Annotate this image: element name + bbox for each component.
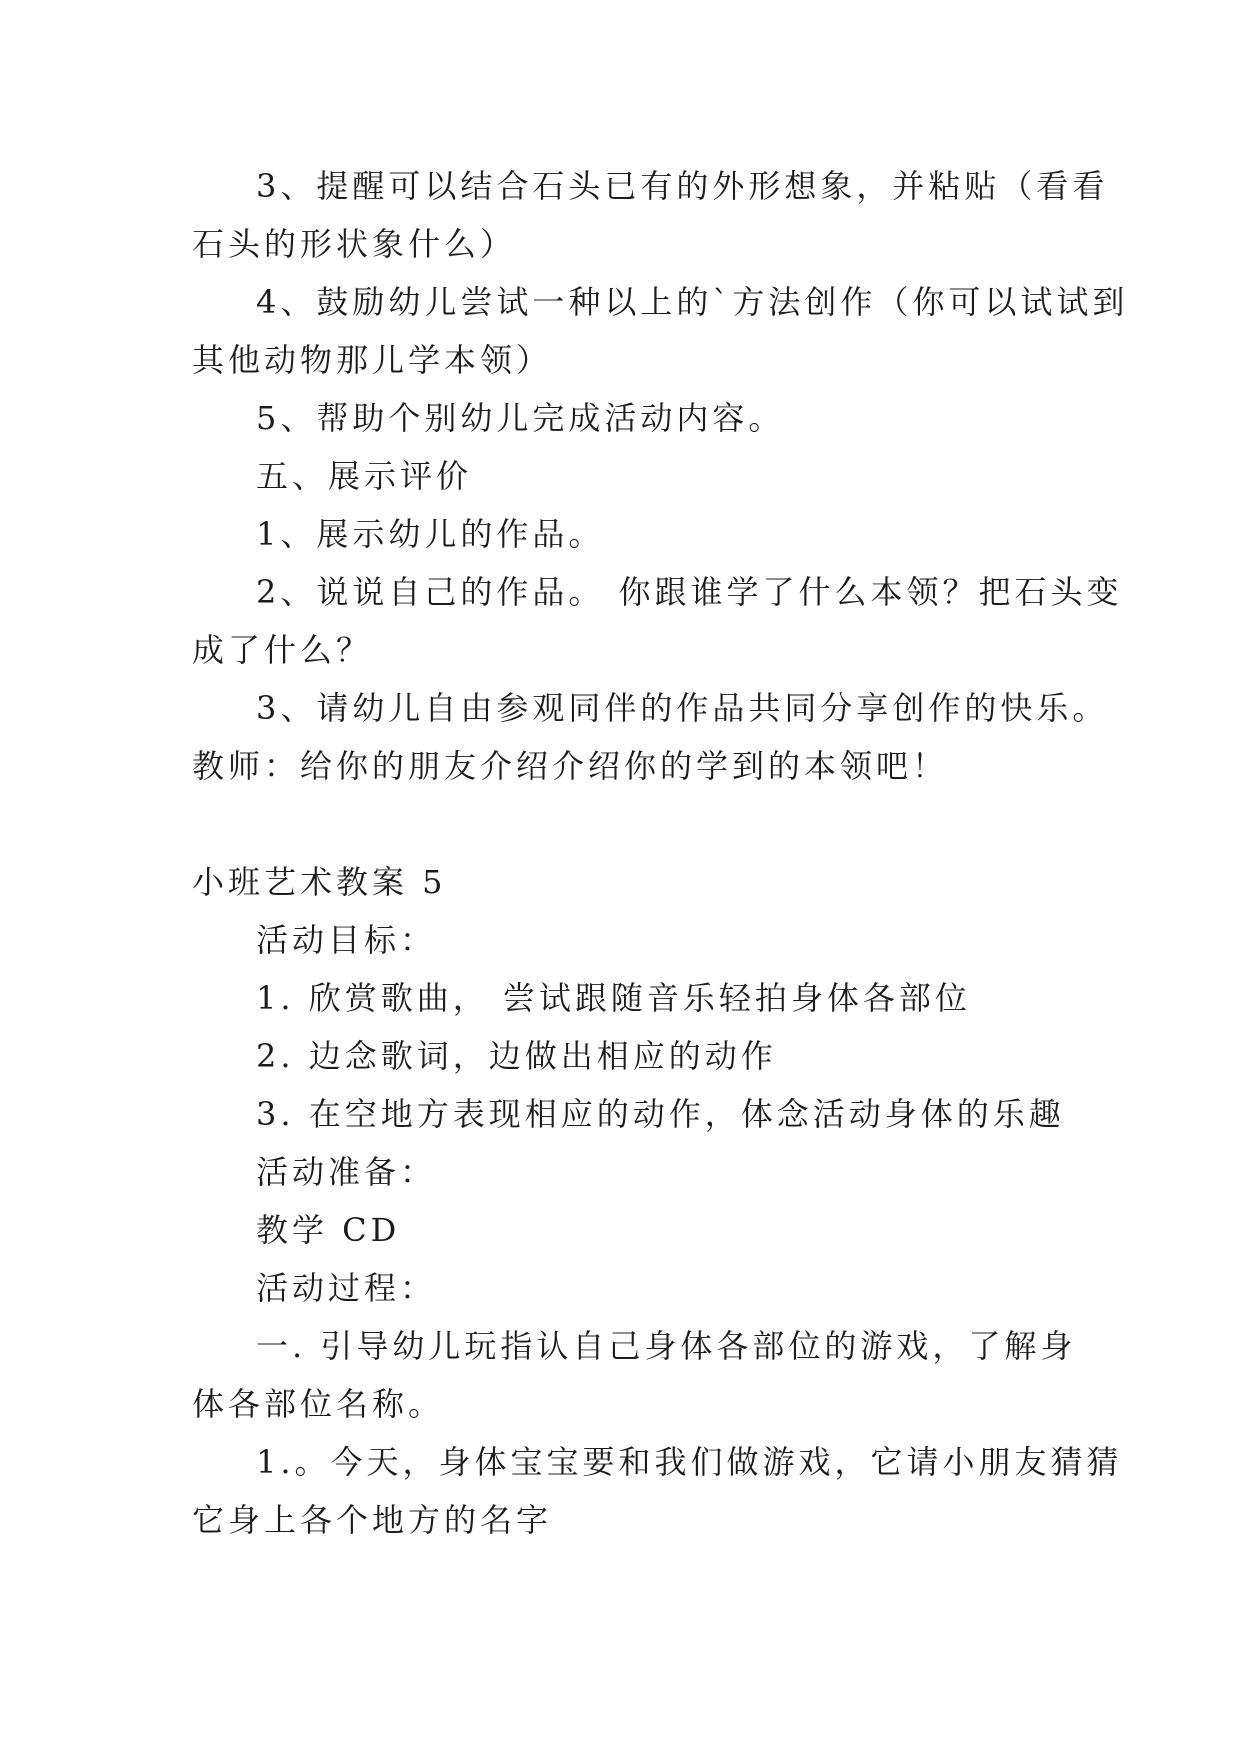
lesson-title: 小班艺术教案 5 <box>192 863 447 901</box>
step1-line1: 一. 引导幼儿玩指认自己身体各部位的游戏，了解身 <box>256 1327 1077 1365</box>
step1-line2: 体各部位名称。 <box>192 1385 445 1423</box>
item3-line2: 石头的形状象什么） <box>192 225 517 263</box>
item3-line1: 3、提醒可以结合石头已有的外形想象，并粘贴（看看 <box>256 167 1109 205</box>
step1-1-line2: 它身上各个地方的名字 <box>192 1501 553 1539</box>
item4-line2: 其他动物那儿学本领） <box>192 341 553 379</box>
prep-item: 教学 CD <box>256 1211 401 1249</box>
goals-heading: 活动目标： <box>256 921 437 959</box>
eval2-line2: 成了什么？ <box>192 631 373 669</box>
goal2: 2. 边念歌词，边做出相应的动作 <box>256 1037 777 1075</box>
heading-five: 五、展示评价 <box>256 457 473 495</box>
process-heading: 活动过程： <box>256 1269 437 1307</box>
eval1: 1、展示幼儿的作品。 <box>256 515 605 553</box>
eval3-line1: 3、请幼儿自由参观同伴的作品共同分享创作的快乐。 <box>256 689 1109 727</box>
goal3: 3. 在空地方表现相应的动作，体念活动身体的乐趣 <box>256 1095 1065 1133</box>
eval2-line1: 2、说说自己的作品。 你跟谁学了什么本领？把石头变 <box>256 573 1123 611</box>
item4-line1: 4、鼓励幼儿尝试一种以上的`方法创作（你可以试试到 <box>256 283 1129 321</box>
step1-1-line1: 1.。今天，身体宝宝要和我们做游戏，它请小朋友猜猜 <box>256 1443 1123 1481</box>
prep-heading: 活动准备： <box>256 1153 437 1191</box>
goal1: 1. 欣赏歌曲， 尝试跟随音乐轻拍身体各部位 <box>256 979 971 1017</box>
item5: 5、帮助个别幼儿完成活动内容。 <box>256 399 785 437</box>
eval3-line2: 教师：给你的朋友介绍介绍你的学到的本领吧！ <box>192 747 949 785</box>
